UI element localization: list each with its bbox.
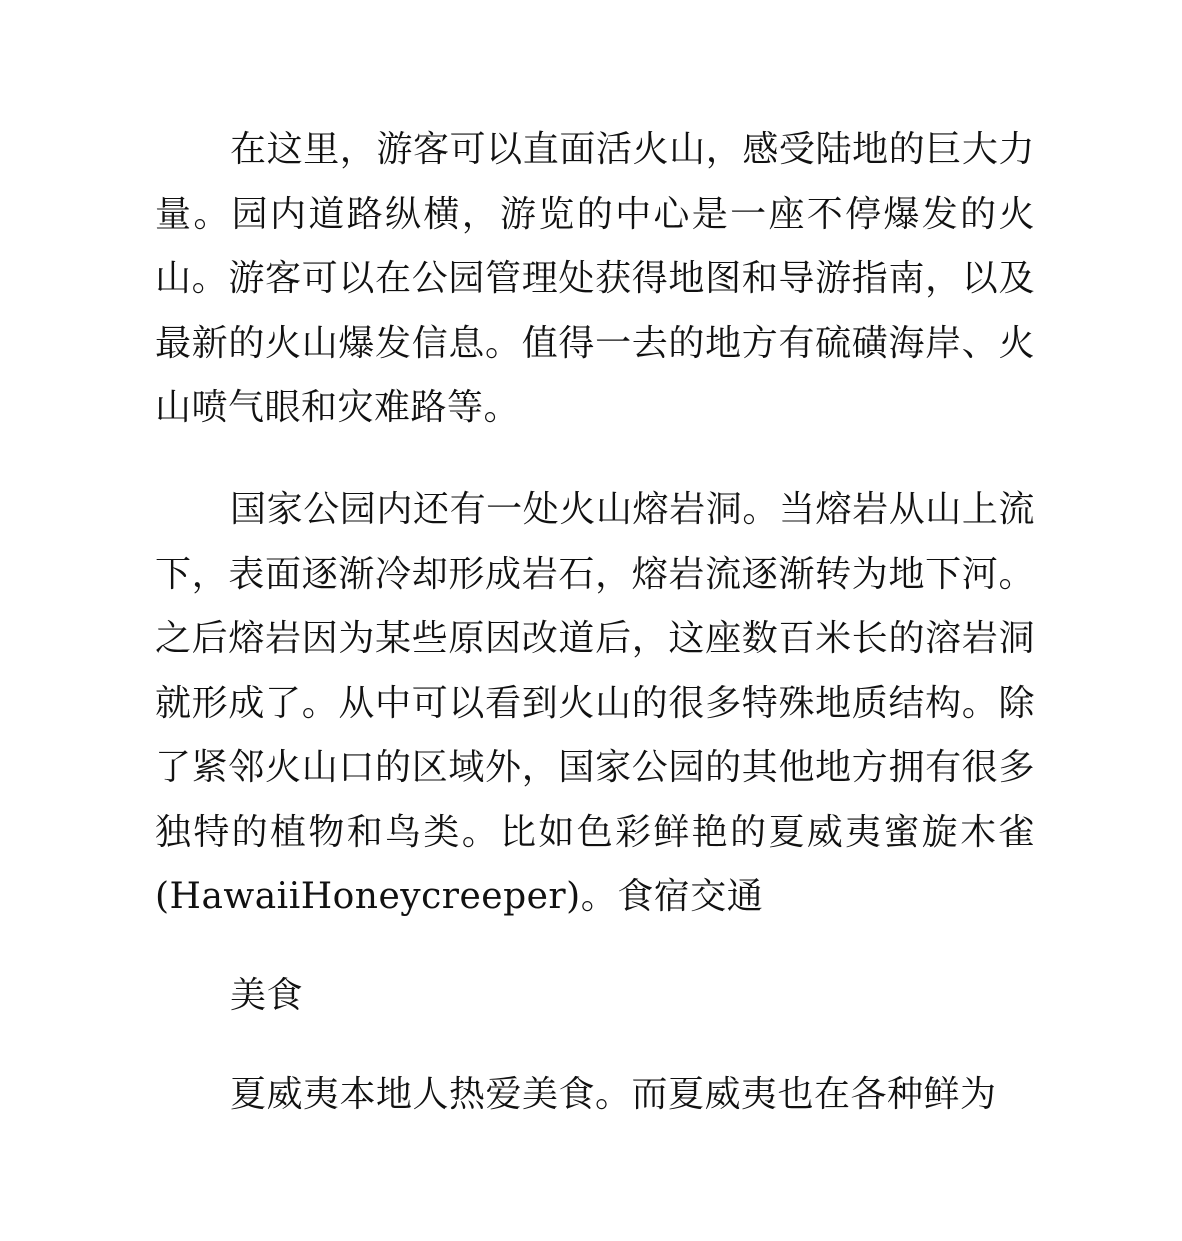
paragraph-food: 夏威夷本地人热爱美食。而夏威夷也在各种鲜为 (230, 1074, 997, 1115)
section-heading-food: 美食 (230, 975, 304, 1016)
paragraph-volcano-park: 在这里，游客可以直面活火山，感受陆地的巨大力量。园内道路纵横，游览的中心是一座不停爆发的火山。游客可以在公园管理处获得地图和导游指南，以及最新的火山爆发信息。值得一去的地方有硫磺海岸、火山喷气眼和灾难路等。 (155, 129, 1035, 428)
paragraph-lava-cave: 国家公园内还有一处火山熔岩洞。当熔岩从山上流下，表面逐渐冷却形成岩石，熔岩流逐渐转为地下河。之后熔岩因为某些原因改道后，这座数百米长的溶岩洞就形成了。从中可以看到火山的很多特殊地质结构。除了紧邻火山口的区域外，国家公园的其他地方拥有很多独特的植物和鸟类。比如色彩鲜艳的夏威夷蜜旋木雀(HawaiiHoneycreeper)。食宿交通 (155, 489, 1035, 917)
